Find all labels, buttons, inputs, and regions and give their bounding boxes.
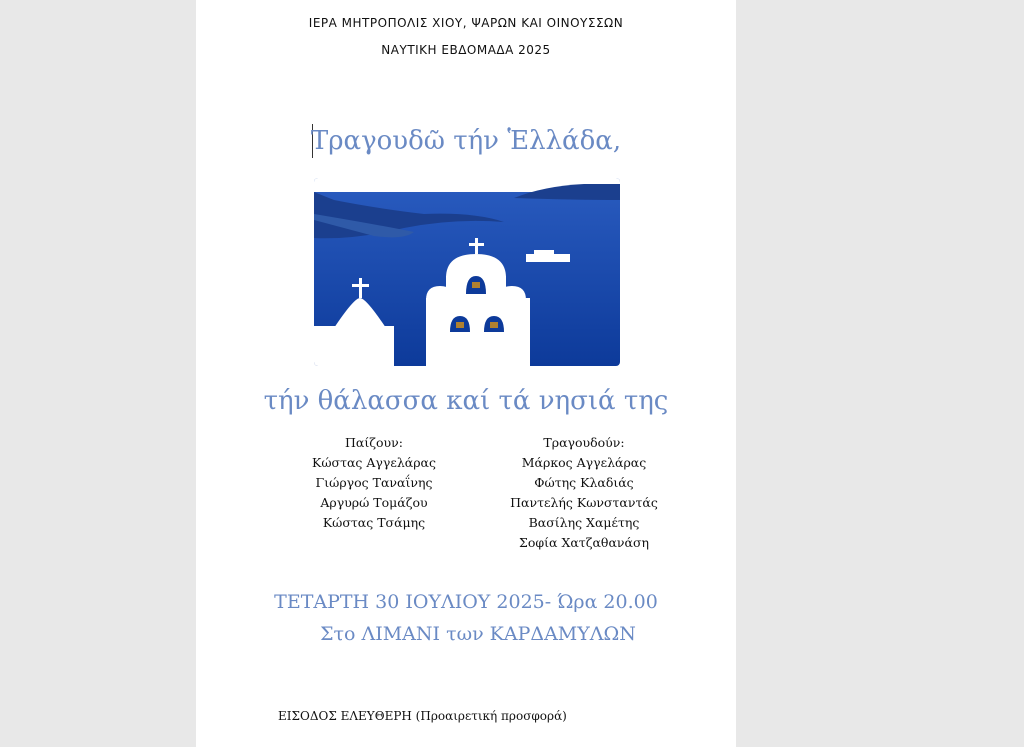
singer-name: Μάρκος Αγγελάρας (521, 455, 647, 470)
singers-heading: Τραγουδούν: (543, 435, 625, 450)
player-name: Γιώργος Ταναΐνης (315, 475, 433, 490)
singer-name: Φώτης Κλαδιάς (534, 475, 634, 490)
players-column (274, 434, 474, 534)
singers-column (484, 434, 684, 554)
singer-name: Παντελής Κωνσταντάς (510, 495, 658, 510)
event-series-heading: ΝΑΥΤΙΚΗ ΕΒΔΟΜΑΔΑ 2025 (381, 43, 551, 57)
singer-name: Βασίλης Χαμέτης (528, 515, 640, 530)
player-name: Αργυρώ Τομάζου (320, 495, 428, 510)
players-heading: Παίζουν: (345, 435, 403, 450)
title-line-2: τήν θάλασσα καί τά νησιά της (263, 386, 669, 416)
player-name: Κώστας Αγγελάρας (312, 455, 436, 470)
santorini-church-photo (314, 178, 620, 366)
event-location: Στο ΛΙΜΑΝΙ των ΚΑΡΔΑΜΥΛΩΝ (320, 623, 636, 645)
title-line-1: Τραγουδῶ τήν Ἑλλάδα, (310, 126, 622, 156)
document-page (196, 0, 736, 747)
event-date-time: ΤΕΤΑΡΤΗ 30 ΙΟΥΛΙΟΥ 2025- Ώρα 20.00 (274, 591, 658, 613)
player-name: Κώστας Τσάμης (322, 515, 426, 530)
singer-name: Σοφία Χατζαθανάση (519, 535, 649, 550)
admission-note: ΕΙΣΟΔΟΣ ΕΛΕΥΘΕΡΗ (Προαιρετική προσφορά) (278, 709, 567, 723)
metropolis-heading: ΙΕΡΑ ΜΗΤΡΟΠΟΛΙΣ ΧΙΟΥ, ΨΑΡΩΝ ΚΑΙ ΟΙΝΟΥΣΣΩΝ (308, 16, 624, 30)
